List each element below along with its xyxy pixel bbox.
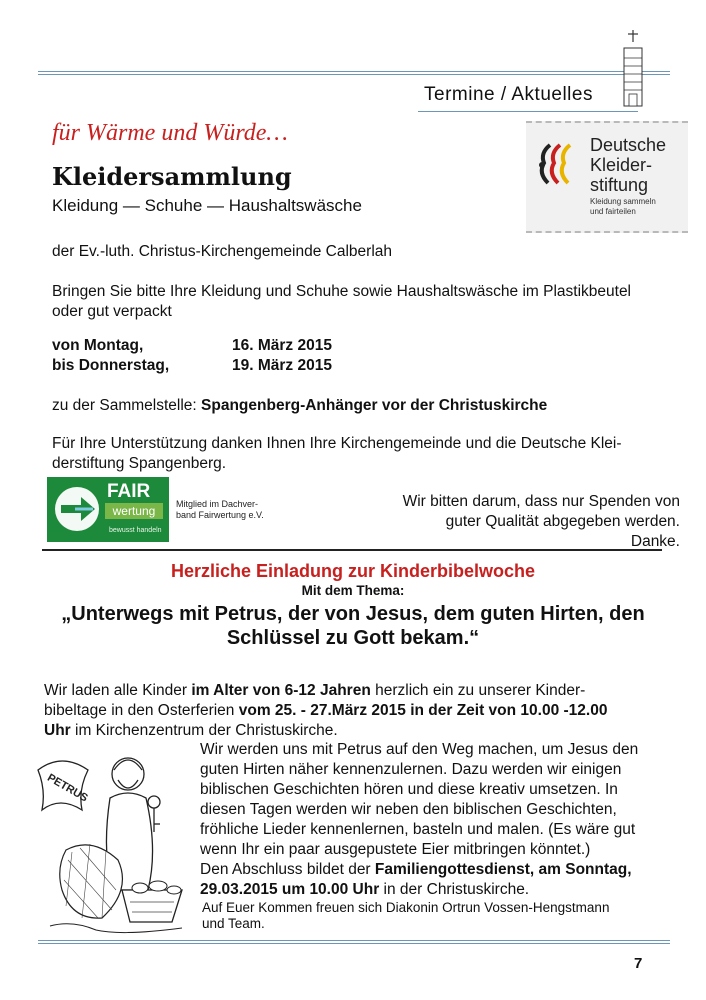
quality-line-2: guter Qualität abgegeben werden.: [445, 513, 680, 530]
kbw-p2-line-5: fröhliche Lieder kennenlernen, basteln und malen. (Es wäre gut: [200, 821, 636, 838]
kbw-theme-line-1: „Unterwegs mit Petrus, der von Jesus, dem guten Hirten, den: [61, 603, 645, 625]
quality-line-3: Danke.: [630, 533, 680, 550]
fairwertung-member-text: [176, 499, 264, 521]
kbw-p1-f: Uhr: [44, 722, 71, 739]
location-prefix: zu der Sammelstelle:: [52, 397, 202, 414]
kbw-p2-line-6: wenn Ihr ein paar ausgepustete Eier mitbringen könntet.): [200, 841, 591, 858]
kbw-theme-line-2: Schlüssel zu Gott bekam.“: [226, 627, 480, 649]
request-line-2: oder gut verpackt: [52, 303, 172, 320]
kbw-p1-a: Wir laden alle Kinder: [44, 682, 192, 699]
kbw-p1-g: im Kirchenzentrum der Christuskirche.: [70, 722, 338, 739]
logo-tagline-2: und fairteilen: [590, 207, 636, 216]
logo-line-2: Kleider-: [590, 155, 653, 175]
kbw-paragraph-2: [200, 740, 680, 900]
collection-location: [52, 396, 547, 416]
kbw-closing-1: Auf Euer Kommen freuen sich Diakonin Ortrun Vossen-Hengstmann: [202, 900, 610, 915]
kbw-p2-line-3: biblischen Geschichten hören und diese kreativ umsetzen. In: [200, 781, 618, 798]
kbw-closing: [202, 900, 609, 932]
section-title: Termine / Aktuelles: [424, 84, 593, 105]
member-line-2: band Fairwertung e.V.: [176, 510, 264, 520]
to-date: 19. März 2015: [232, 357, 332, 374]
fairwertung-logo: [47, 477, 169, 542]
kbw-p1-c: herzlich ein zu unserer Kinder-: [370, 682, 586, 699]
request-line-1: Bringen Sie bitte Ihre Kleidung und Schuhe sowie Haushaltswäsche im Plastikbeutel: [52, 283, 632, 300]
quality-line-1: Wir bitten darum, dass nur Spenden von: [402, 493, 680, 510]
kleidersammlung-subtitle: Kleidung — Schuhe — Haushaltswäsche: [52, 196, 362, 215]
church-tower-icon: [616, 28, 650, 108]
header-rule-top: [38, 71, 670, 72]
kbw-service-date: 29.03.2015 um 10.00 Uhr: [200, 881, 380, 898]
header-rule-top-2: [38, 74, 670, 75]
section-title-underline: [418, 111, 638, 112]
kbw-theme: [0, 602, 706, 650]
kbw-heading: Herzliche Einladung zur Kinderbibelwoche: [170, 561, 536, 581]
petrus-banner-text: PETRUS: [45, 771, 90, 805]
kleidersammlung-title: Kleidersammlung: [52, 162, 292, 191]
kbw-service: Familiengottesdienst, am Sonntag,: [374, 861, 632, 878]
member-line-1: Mitglied im Dachver-: [176, 499, 259, 509]
page-number: 7: [634, 955, 643, 972]
fairwertung-arrows-icon: [51, 483, 103, 535]
fair-wertung-word: wertung: [105, 503, 163, 519]
kbw-age: im Alter von 6-12 Jahren: [191, 682, 371, 699]
kbw-theme-label: Mit dem Thema:: [301, 583, 405, 598]
kbw-p3-d: in der Christuskirche.: [379, 881, 530, 898]
kbw-p2-line-1: Wir werden uns mit Petrus auf den Weg machen, um Jesus den: [200, 741, 639, 758]
logo-line-3: stiftung: [590, 175, 649, 195]
kbw-paragraph-1: [44, 681, 674, 741]
kbw-p3-a: Den Abschluss bildet der: [200, 861, 375, 878]
footer-rule: [38, 940, 670, 941]
fair-slogan: bewusst handeln: [109, 527, 162, 534]
kbw-closing-2: und Team.: [202, 916, 265, 931]
kbw-p2-line-4: diesen Tagen werden wir neben den biblischen Geschichten,: [200, 801, 617, 818]
kleiderstiftung-logo: [526, 121, 688, 233]
thanks-line-1: Für Ihre Unterstützung danken Ihnen Ihre Kirchengemeinde und die Deutsche Klei-: [52, 435, 622, 452]
fair-word: FAIR: [107, 481, 151, 502]
logo-tagline-1: Kleidung sammeln: [590, 197, 656, 206]
footer-rule-2: [38, 943, 670, 944]
location-name: Spangenberg-Anhänger vor der Christuskirche: [201, 397, 548, 414]
kbw-p2-line-2: guten Hirten näher kennenzulernen. Dazu werden wir einigen: [200, 761, 622, 778]
kbw-p1-d: bibeltage in den Osterferien: [44, 702, 239, 719]
kleiderstiftung-emblem-icon: [534, 139, 582, 189]
kbw-dates: vom 25. - 27.März 2015 in der Zeit von 10.00 -12.00: [238, 702, 608, 719]
section-divider: [42, 549, 662, 551]
to-label: bis Donnerstag,: [52, 357, 170, 374]
organizer-line: der Ev.-luth. Christus-Kirchengemeinde Calberlah: [52, 243, 393, 260]
thanks-line-2: derstiftung Spangenberg.: [52, 455, 227, 472]
from-label: von Montag,: [52, 337, 144, 354]
quality-note: [403, 492, 680, 552]
from-date: 16. März 2015: [232, 337, 332, 354]
slogan: für Wärme und Würde…: [52, 120, 288, 146]
logo-line-1: Deutsche: [590, 135, 667, 155]
petrus-illustration: [32, 740, 194, 940]
